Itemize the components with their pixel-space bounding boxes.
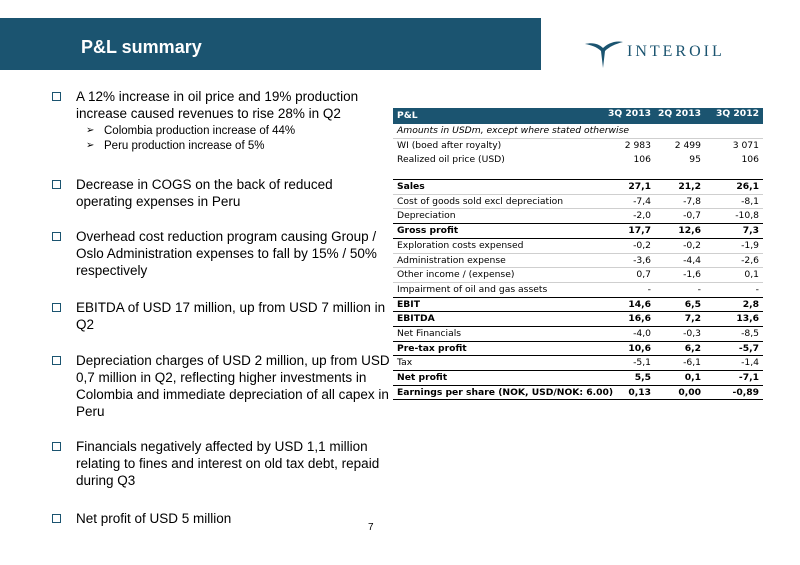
header-cell: 3Q 2013 [608, 108, 651, 119]
table-row: Cost of goods sold excl depreciation -7,4 -7,8 -8,1 [393, 195, 763, 210]
table-row: Gross profit 17,7 12,6 7,3 [393, 224, 763, 239]
table-row: Other income / (expense) 0,7 -1,6 0,1 [393, 268, 763, 283]
header-cell: 3Q 2012 [716, 108, 759, 119]
checkbox-bullet-icon [52, 356, 61, 365]
title-bar [0, 18, 541, 70]
table-row: WI (boed after royalty) 2 983 2 499 3 071 [397, 139, 759, 151]
arrow-bullet-icon: ➢ [86, 125, 95, 136]
bullet-item: Decrease in COGS on the back of reduced operating expenses in Peru [52, 176, 392, 210]
bullet-item: Overhead cost reduction program causing Group / Oslo Administration expenses to fall by 15% / 50% respectively [52, 228, 392, 279]
bullet-item: Depreciation charges of USD 2 million, up from USD 0,7 million in Q2, reflecting higher investments in Colombia and immediate depreciation of all capex in Peru [52, 352, 392, 420]
table-row: EBIT 14,6 6,5 2,8 [393, 298, 763, 313]
checkbox-bullet-icon [52, 514, 61, 523]
header-cell: P&L [397, 110, 418, 121]
table-row: Net Financials -4,0 -0,3 -8,5 [393, 327, 763, 342]
page-title: P&L summary [81, 37, 202, 57]
header-cell: 2Q 2013 [658, 108, 701, 119]
arrow-bullet-icon: ➢ [86, 140, 95, 151]
table-row: Sales 27,1 21,2 26,1 [393, 180, 763, 195]
bullet-item: Net profit of USD 5 million [52, 510, 392, 527]
table-row: Earnings per share (NOK, USD/NOK: 6.00) 0,13 0,00 -0,89 [393, 386, 763, 401]
logo-text: INTEROIL [627, 43, 725, 60]
table-row: Pre-tax profit 10,6 6,2 -5,7 [393, 342, 763, 357]
sub-bullet-item: ➢ Peru production increase of 5% [86, 140, 265, 152]
checkbox-bullet-icon [52, 92, 61, 101]
pl-table [393, 108, 763, 400]
sub-bullet-item: ➢ Colombia production increase of 44% [86, 125, 296, 137]
table-row: Realized oil price (USD) 106 95 106 [397, 154, 759, 166]
checkbox-bullet-icon [52, 303, 61, 312]
table-row: Net profit 5,5 0,1 -7,1 [393, 371, 763, 386]
page-number: 7 [368, 522, 374, 533]
bullet-item: Financials negatively affected by USD 1,1 million relating to fines and interest on old tax debt, repaid during Q3 [52, 438, 392, 489]
table-row: Depreciation -2,0 -0,7 -10,8 [393, 209, 763, 224]
interoil-logo [583, 36, 733, 70]
table-header [393, 108, 763, 124]
table-row: Exploration costs expensed -0,2 -0,2 -1,9 [393, 239, 763, 254]
checkbox-bullet-icon [52, 232, 61, 241]
checkbox-bullet-icon [52, 180, 61, 189]
table-note: Amounts in USDm, except where stated otherwise [393, 124, 763, 139]
table-row: EBITDA 16,6 7,2 13,6 [393, 312, 763, 327]
bullet-item: EBITDA of USD 17 million, up from USD 7 million in Q2 [52, 299, 392, 333]
bird-logo-icon [583, 36, 625, 70]
table-divider [393, 168, 763, 180]
table-row: Administration expense -3,6 -4,4 -2,6 [393, 254, 763, 269]
table-row: Impairment of oil and gas assets - - - [393, 283, 763, 298]
table-row: Tax -5,1 -6,1 -1,4 [393, 356, 763, 371]
bullet-item: A 12% increase in oil price and 19% production increase caused revenues to rise 28% in Q2 [52, 88, 392, 122]
checkbox-bullet-icon [52, 442, 61, 451]
